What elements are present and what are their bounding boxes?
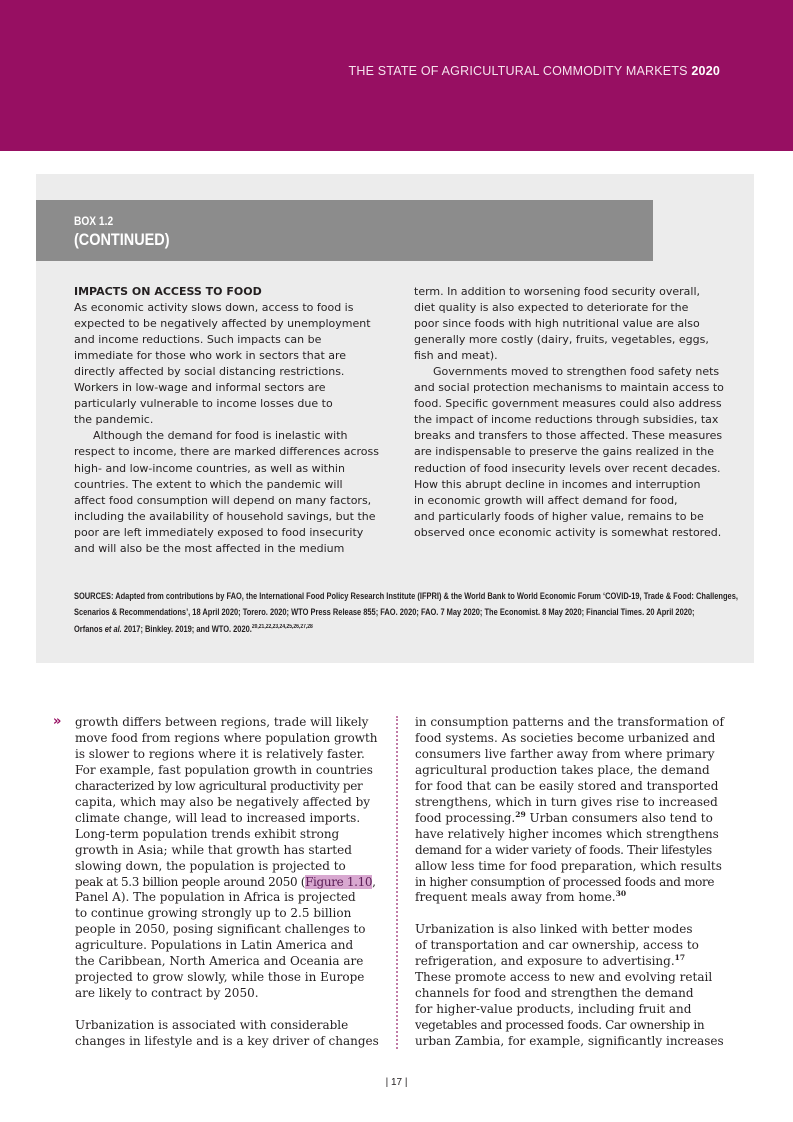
text-line [75,875,375,891]
text-line: For example, fast population growth in countries [75,762,373,777]
text-line [415,954,725,970]
text-line: Urbanization is also linked with better modes [415,922,693,937]
text-line: of transportation and car ownership, access to [415,938,699,953]
text-line: agricultural production takes place, the demand [415,762,710,777]
text-line: allow less time for food preparation, which results [415,858,722,873]
main-column-left [75,715,379,1050]
running-title-year: 2020 [691,64,720,78]
text-line [415,811,725,827]
text-line: Although the demand for food is inelastic with [93,429,348,443]
text-line: to continue growing strongly up to 2.5 billion [75,906,352,921]
text-line: immediate for those who work in sectors that are [74,349,347,363]
text-line: food systems. As societies become urbanized and [415,730,716,745]
box-column-right [414,284,724,541]
text-line: diet quality is also expected to deteriorate for the [414,301,689,315]
sources-text: 2017; Binkley. 2019; and WTO. 2020. [121,624,252,634]
text-line: growth differs between regions, trade will likely [75,715,369,729]
sources-etal: et al. [104,624,122,634]
sources-line: Scenarios & Recommendations’, 18 April 2020; Torero. 2020; WTO Press Release 855; FAO. 2020; FAO. 7 May 2020; The Economist. 8 May 2020; Financial Times. 20 April 2020; [74,606,695,617]
text-line: breaks and transfers to those affected. These measures [414,429,723,443]
text-line: capita, which may also be negatively affected by [75,794,371,809]
box-sources [74,589,738,638]
sources-line [74,620,622,638]
text-line: Long-term population trends exhibit strong [75,826,340,841]
text-line: for food that can be easily stored and transported [415,778,719,793]
text-line: Panel A). The population in Africa is projected [75,890,356,905]
text-line: and will also be the most affected in the medium [74,541,345,555]
sources-refs: 20,21,22,23,24,25,26,27,28 [251,624,313,630]
text-line: Workers in low-wage and informal sectors are [74,381,326,395]
text-line: are indispensable to preserve the gains realized in the [414,445,714,459]
text-fragment: , [372,874,376,889]
text-line: demand for a wider variety of foods. Their lifestyles [415,842,712,857]
text-line: generally more costly (dairy, fruits, vegetables, eggs, [414,333,709,347]
text-line: the impact of income reductions through subsidies, tax [414,413,719,427]
text-line: is slower to regions where it is relatively faster. [75,746,365,761]
text-line: in higher consumption of processed foods and more [415,874,715,889]
text-fragment: peak at 5.3 billion people around 2050 ( [75,874,306,889]
text-line: high- and low-income countries, as well as within [74,461,345,475]
box-panel [36,174,754,663]
text-line: How this abrupt decline in incomes and interruption [414,477,701,491]
figure-link[interactable]: Figure 1.10 [305,874,373,889]
box-label-tag [36,200,653,261]
text-line: These promote access to new and evolving retail [415,970,713,985]
text-line: changes in lifestyle and is a key driver of changes [75,1034,379,1049]
text-line: characterized by low agricultural productivity per [75,778,363,793]
text-line: agriculture. Populations in Latin America and [75,938,354,953]
text-line: and income reductions. Such impacts can be [74,333,322,347]
text-line: expected to be negatively affected by unemployment [74,317,371,331]
header-band [0,0,793,151]
text-line: As economic activity slows down, access to food is [74,301,354,315]
text-line: directly affected by social distancing restrictions. [74,365,345,379]
text-line: food. Specific government measures could also address [414,397,722,411]
text-line: growth in Asia; while that growth has started [75,842,352,857]
text-line: urban Zambia, for example, significantly increases [415,1034,724,1049]
sources-line: SOURCES: Adapted from contributions by FAO, the International Food Policy Research Institute (IFPRI) & the World Bank to World Economic Forum ‘COVID-19, Trade & Food: Challenges, [74,591,738,601]
text-line: poor since foods with high nutritional value are also [414,317,700,331]
text-fragment: frequent meals away from home. [415,890,616,905]
sources-text: Orfanos [74,624,105,634]
footnote-ref: 30 [615,889,627,899]
page-number: | 17 | [385,1077,408,1088]
paragraph-gap [75,1002,375,1018]
text-line [415,890,725,906]
box-number: BOX 1.2 [74,214,114,228]
text-fragment: food processing. [415,810,516,825]
text-line: have relatively higher incomes which strengthens [415,826,719,841]
text-line: fish and meat). [414,349,498,363]
text-line: slowing down, the population is projected to [75,858,346,873]
text-line: in consumption patterns and the transformation of [415,715,724,729]
text-line: and particularly foods of higher value, remains to be [414,509,704,523]
text-line: are likely to contract by 2050. [75,986,259,1001]
text-line: channels for food and strengthen the demand [415,986,694,1001]
text-line: move food from regions where population growth [75,730,378,745]
text-line: for higher-value products, including fruit and [415,1002,692,1017]
box-continued: (CONTINUED) [74,230,170,249]
text-line: particularly vulnerable to income losses due to [74,397,333,411]
text-line: observed once economic activity is somewhat restored. [414,525,722,539]
text-line: poor are left immediately exposed to food insecurity [74,525,364,539]
running-title [349,64,720,78]
footnote-ref: 29 [515,809,526,819]
text-line: consumers live farther away from where primary [415,746,715,761]
text-line: term. In addition to worsening food security overall, [414,285,701,298]
text-line: the Caribbean, North America and Oceania are [75,954,364,969]
text-line: in economic growth will affect demand for food, [414,493,678,507]
box-heading: IMPACTS ON ACCESS TO FOOD [74,285,262,298]
text-line: Governments moved to strengthen food safety nets [433,365,720,379]
paragraph-gap [415,906,725,922]
running-title-text: THE STATE OF AGRICULTURAL COMMODITY MARKETS [348,64,688,78]
text-line: the pandemic. [74,413,154,427]
text-fragment: Urban consumers also tend to [525,810,713,825]
text-line: countries. The extent to which the pandemic will [74,477,343,491]
box-column-left [74,284,380,557]
text-line: climate change, will lead to increased imports. [75,810,361,825]
text-line: projected to grow slowly, while those in Europe [75,970,365,985]
text-line: including the availability of household savings, but the [74,509,376,523]
text-line: Urbanization is associated with considerable [75,1018,349,1033]
text-line: strengthens, which in turn gives rise to increased [415,794,718,809]
continued-marker-icon: » [53,714,62,729]
footnote-ref: 17 [674,953,686,963]
text-line: vegetables and processed foods. Car ownership in [415,1018,705,1033]
text-line: reduction of food insecurity levels over recent decades. [414,461,721,475]
main-column-right [415,715,725,1050]
text-line: affect food consumption will depend on many factors, [74,493,372,507]
text-line: respect to income, there are marked differences across [74,445,380,459]
text-fragment: refrigeration, and exposure to advertising. [415,954,675,969]
text-line: and social protection mechanisms to maintain access to [414,381,724,395]
text-line: people in 2050, posing significant challenges to [75,922,366,937]
column-divider [396,716,398,1049]
